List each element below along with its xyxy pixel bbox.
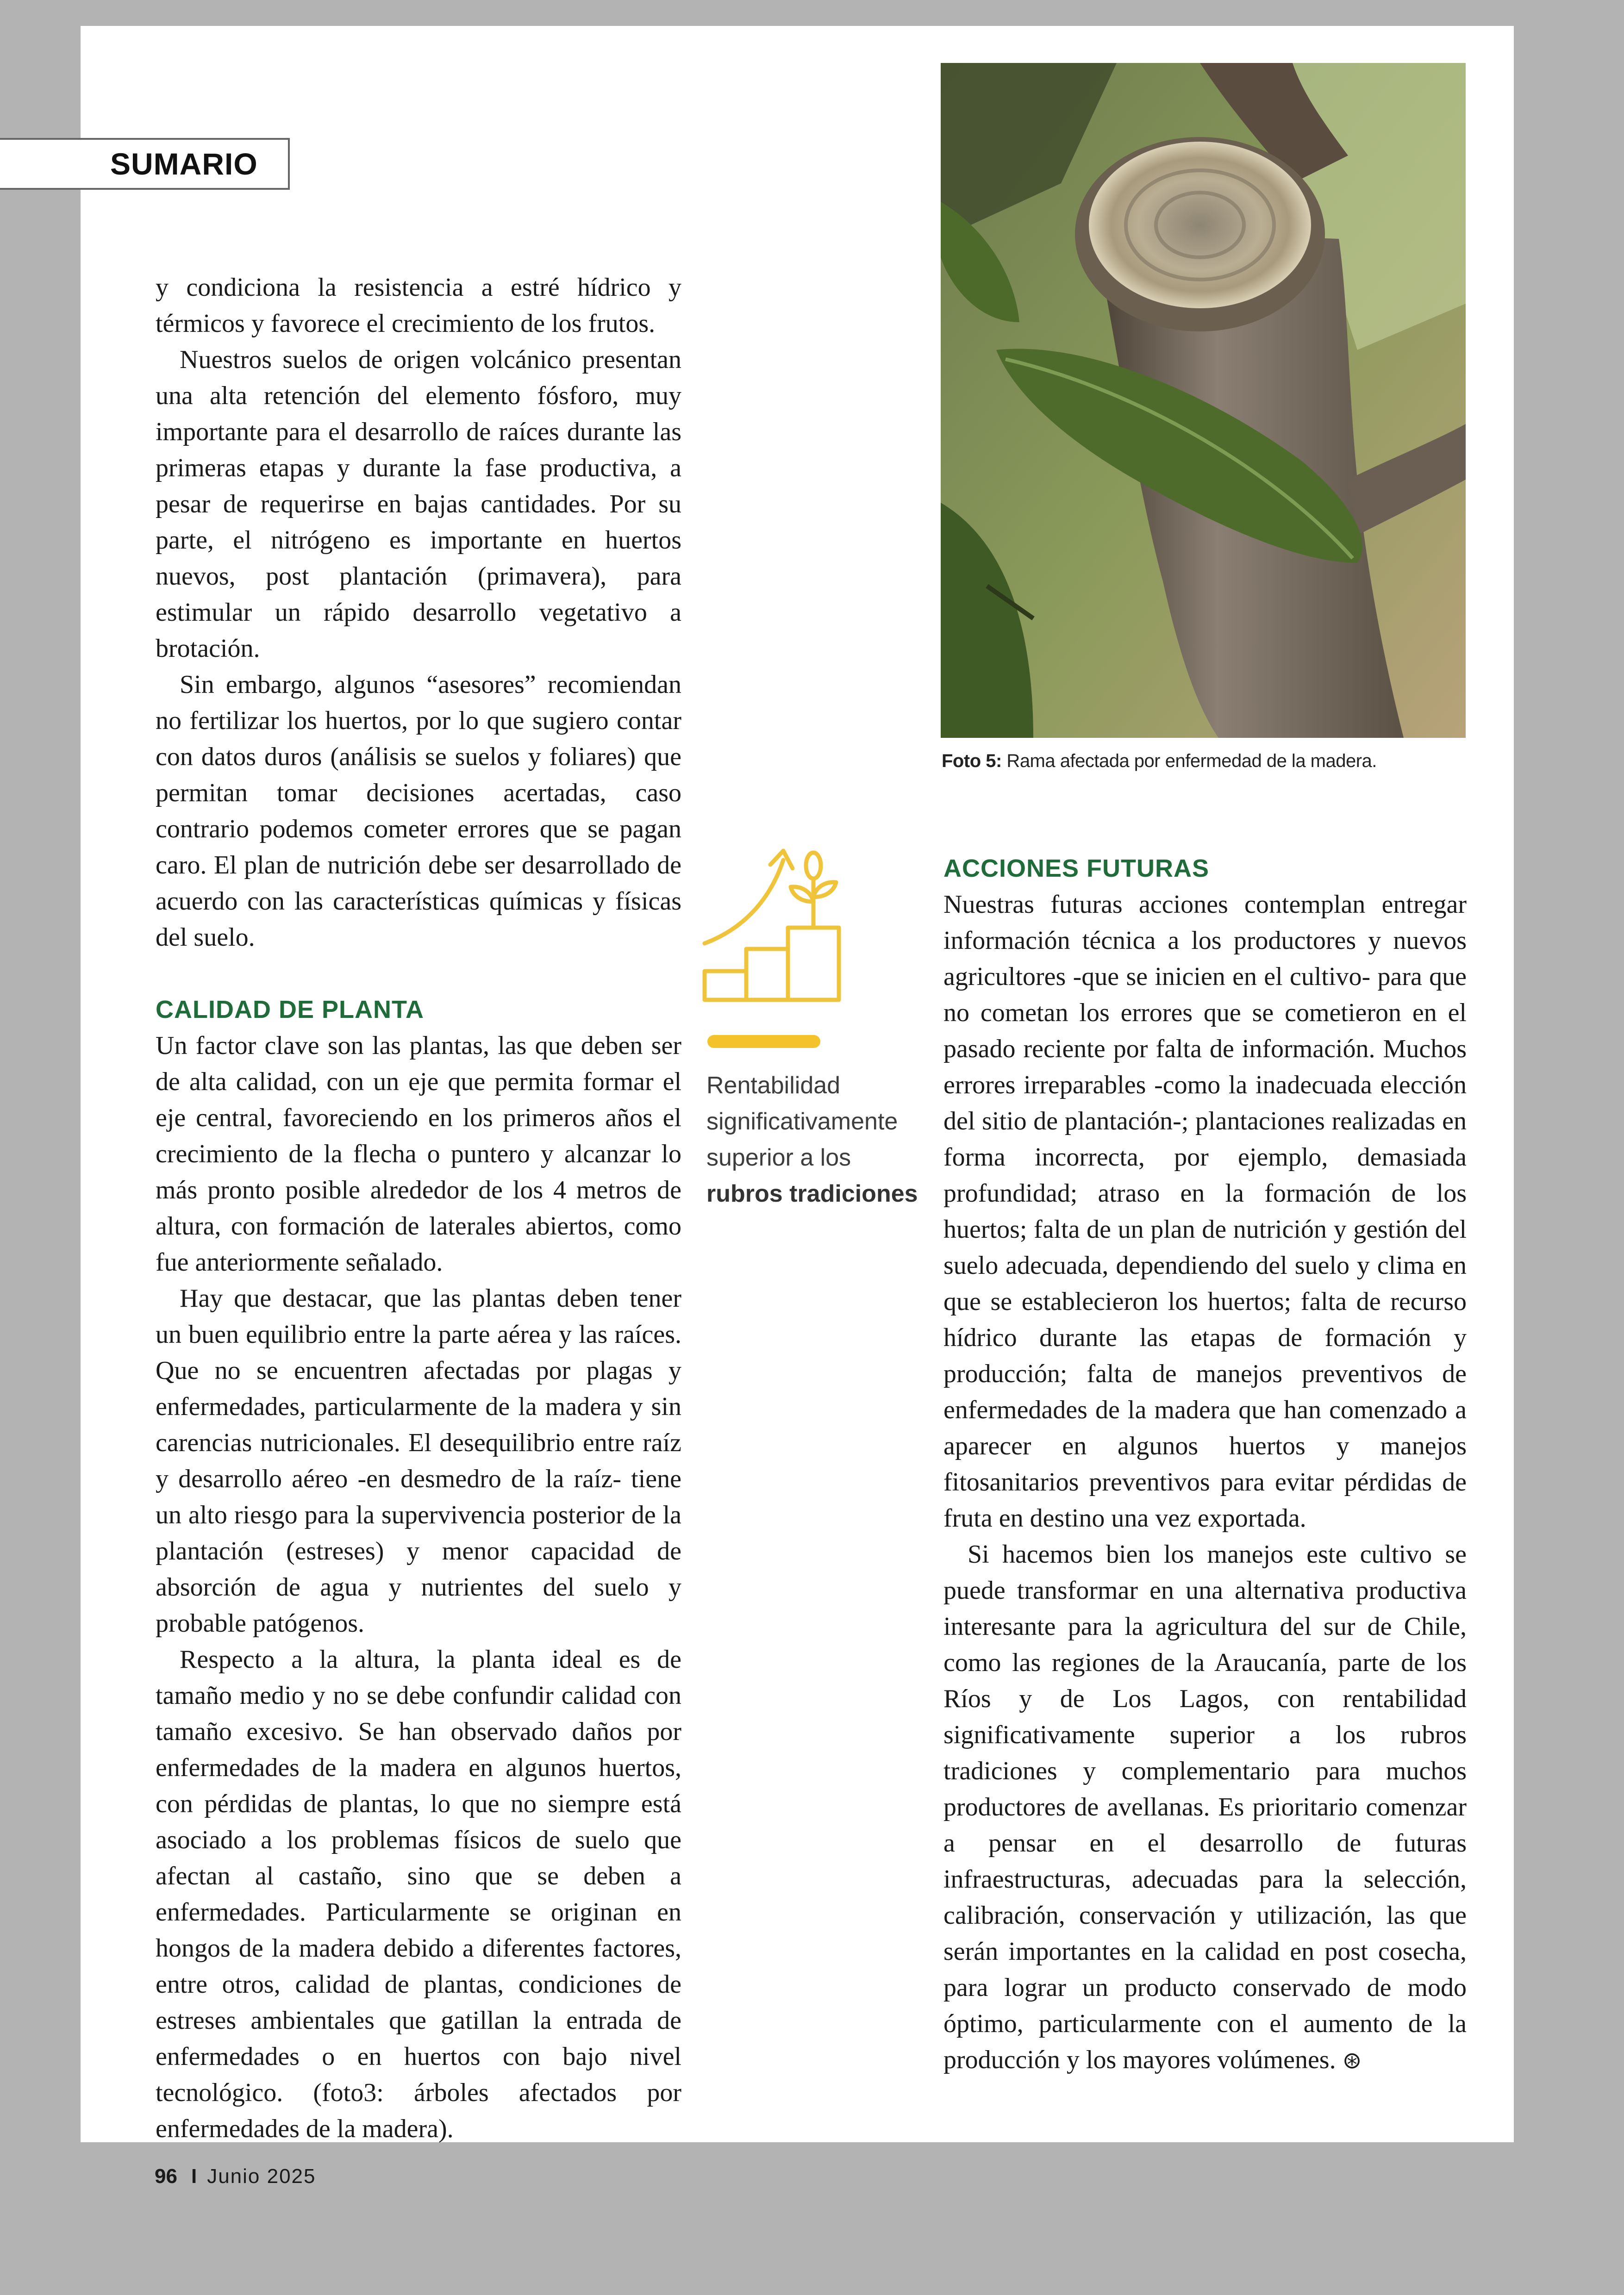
paragraph: Nuestros suelos de origen volcánico presentan una alta retención del elemento fósforo, muy importante para el desarrollo de raíces durante las primeras etapas y durante la fase productiva, a pesar de requerirse en bajas cantidades. Por su parte, el nitrógeno es importante en huertos nuevos, post plantación (primavera), para estimular un rápido desarrollo vegetativo a brotación. xyxy=(156,345,681,663)
callout-line: superior a los xyxy=(706,1144,851,1171)
heading-acciones-futuras: ACCIONES FUTURAS xyxy=(943,854,1210,882)
caption-text: Rama afectada por enfermedad de la madera. xyxy=(1001,751,1377,771)
accent-bar xyxy=(707,1035,820,1048)
paragraph: Respecto a la altura, la planta ideal es de tamaño medio y no se debe confundir calidad con tamaño excesivo. Se han observado daños por enfermedades de la madera en algunos huertos, con pérdidas de plantas, lo que no siempre está asociado a los problemas físicos de suelo que afectan al castaño, sino que se deben a enfermedades. Particularmente se originan en hongos de la madera debido a diferentes factores, entre otros, calidad de plantas, condiciones de estreses ambientales que gatillan la entrada de enfermedades o en huertos con bajo nivel tecnológico. (foto3: árboles afectados por enfermedades de la madera). xyxy=(156,1645,681,2143)
paragraph-text: Si hacemos bien los manejos este cultivo se puede transformar en una alternativa productiva interesante para la agricultura del sur de Chile, como las regiones de la Araucanía, parte de los Ríos y de Los Lagos, con rentabilidad significativamente superior a los rubros tradiciones y complementario para muchos productores de avellanas. Es prioritario comenzar a pensar en el desarrollo de futuras infraestructuras, adecuadas para la selección, calibración, conservación y utilización, las que serán importantes en la calidad en post cosecha, para lograr un producto conservado de modo óptimo, particularmente con el aumento de la producción y los mayores volúmenes. xyxy=(943,1540,1467,2074)
paragraph-last xyxy=(943,1536,1467,2078)
callout-line: significativamente xyxy=(706,1108,898,1135)
page-footer xyxy=(155,2164,316,2189)
section-label[interactable]: SUMARIO xyxy=(110,147,258,181)
page-number: 96 xyxy=(155,2165,177,2188)
growth-chart-sprout-icon xyxy=(700,846,848,1008)
photo-diseased-branch xyxy=(941,63,1466,738)
branch-photo-illustration xyxy=(941,63,1466,738)
paragraph: y condiciona la resistencia a estré hídrico y térmicos y favorece el crecimiento de los frutos. xyxy=(156,273,681,338)
callout-line-bold: rubros tradiciones xyxy=(706,1180,918,1207)
paragraph: Sin embargo, algunos “asesores” recomiendan no fertilizar los huertos, por lo que sugiero contar con datos duros (análisis se suelos y foliares) que permitan tomar decisiones acertadas, caso contrario podemos cometer errores que se pagan caro. El plan de nutrición debe ser desarrollado de acuerdo con las características químicas y físicas del suelo. xyxy=(156,670,681,952)
paragraph: Nuestras futuras acciones contemplan entregar información técnica a los productores y nuevos agricultores -que se inicien en el cultivo- para que no cometan los errores que se cometieron en el pasado reciente por falta de información. Muchos errores irreparables -como la inadecuada elección del sitio de plantación-; plantaciones realizadas en forma incorrecta, por ejemplo, demasiada profundidad; atraso en la formación de los huertos; falta de un plan de nutrición y gestión del suelo adecuada, dependiendo del suelo y clima en que se establecieron los huertos; falta de recurso hídrico durante las etapas de formación y producción; falta de manejos preventivos de enfermedades de la madera que han comenzado a aparecer en algunos huertos y manejos fitosanitarios preventivos para evitar pérdidas de fruta en destino una vez exportada. xyxy=(943,890,1467,1533)
issue-date: Junio 2025 xyxy=(207,2165,316,2188)
photo-caption xyxy=(942,751,1474,772)
footer-separator: I xyxy=(191,2165,197,2188)
heading-calidad-de-planta: CALIDAD DE PLANTA xyxy=(156,996,424,1023)
spacer xyxy=(156,955,681,992)
left-column xyxy=(156,269,681,2147)
caption-label: Foto 5: xyxy=(942,751,1002,771)
paragraph: Un factor clave son las plantas, las que deben ser de alta calidad, con un eje que permita formar el eje central, favoreciendo en los primeros años el crecimiento de la flecha o puntero y alcanzar lo más pronto posible alrededor de los 4 metros de altura, con formación de laterales abiertos, como fue anteriormente señalado. xyxy=(156,1031,681,1277)
callout-line: Rentabilidad xyxy=(706,1072,841,1099)
sidebar-callout xyxy=(706,1067,938,1212)
end-mark-icon: ⊛ xyxy=(1342,2047,1362,2074)
paragraph: Hay que destacar, que las plantas deben tener un buen equilibrio entre la parte aérea y las raíces. Que no se encuentren afectadas por plagas y enfermedades, particularmente de la madera y sin carencias nutricionales. El desequilibrio entre raíz y desarrollo aéreo -en desmedro de la raíz- tiene un alto riesgo para la supervivencia posterior de la plantación (estreses) y menor capacidad de absorción de agua y nutrientes del suelo y probable patógenos. xyxy=(156,1284,681,1638)
right-column xyxy=(943,850,1467,2078)
